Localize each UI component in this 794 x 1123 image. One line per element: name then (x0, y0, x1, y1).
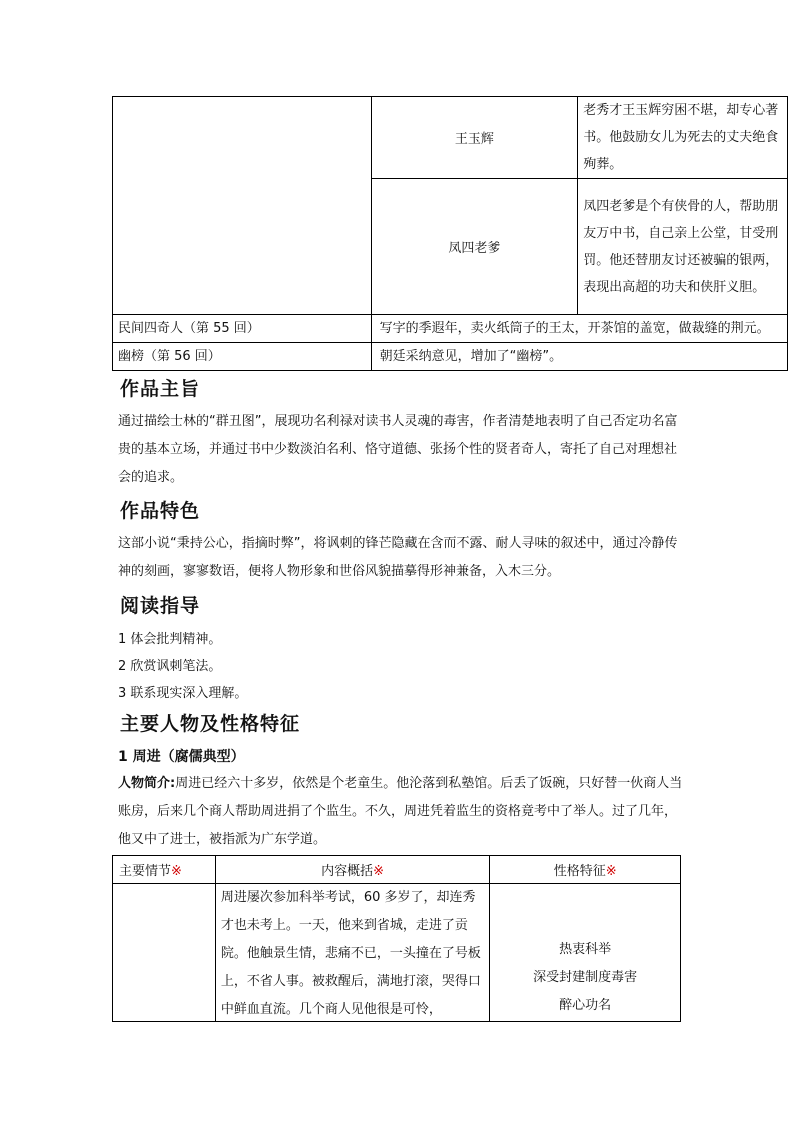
character-name: 王玉辉 (454, 132, 494, 147)
reference-mark: ※ (605, 864, 617, 879)
header-traits: 性格特征※ (490, 856, 681, 884)
reference-mark: ※ (373, 864, 385, 879)
category-desc: 朝廷采纳意见，增加了“幽榜”。 (379, 349, 563, 364)
content-cell (215, 884, 490, 1022)
character-desc-cell (578, 97, 788, 179)
features-heading: 作品特色 (120, 500, 201, 522)
category-desc-cell (371, 315, 787, 343)
top-table (112, 96, 788, 371)
empty-category-cell (113, 97, 372, 315)
category-desc: 写字的季遐年，卖火纸筒子的王太，开茶馆的盖宽，做裁缝的荆元。 (379, 321, 770, 336)
category-cell (113, 315, 372, 343)
header-plot: 主要情节※ (113, 856, 216, 884)
plot-table (112, 855, 681, 1022)
header-content: 内容概括※ (215, 856, 490, 884)
table-row (113, 343, 788, 371)
category-label: 民间四奇人（第 55 回） (118, 321, 260, 336)
character-name-cell (371, 179, 578, 315)
reading-item: 1 体会批判精神。 (118, 632, 222, 647)
theme-paragraph: 通过描绘士林的“群丑图”，展现功名利禄对读书人灵魂的毒害，作者清楚地表明了自己否定功名富贵的基本立场，并通过书中少数淡泊名利、恪守道德、张扬个性的贤者奇人，寄托了自己对理想社会的追求。 (118, 414, 678, 485)
plot-cell (113, 884, 216, 1022)
character-desc: 凤四老爹是个有侠骨的人，帮助朋友万中书，自己亲上公堂，甘受刑罚。他还替朋友讨还被骗的银两，表现出高超的功夫和侠肝义胆。 (583, 198, 779, 295)
reference-mark: ※ (171, 864, 182, 879)
content-summary: 周进屡次参加科举考试，60 多岁了，却连秀才也未考上。一天，他来到省城，走进了贡院。他触景生情，悲痛不已，一头撞在了号板上，不省人事。被救醒后，满地打滚，哭得口中鲜血直流。几个商人见他很是可怜， (220, 890, 481, 1017)
character-intro-label: 人物简介: (118, 776, 176, 791)
character-name: 凤四老爹 (448, 241, 501, 256)
trait-item: 深受封建制度毒害 (533, 970, 638, 985)
category-cell (113, 343, 372, 371)
table-header-row (113, 856, 681, 884)
character-name-cell (371, 97, 578, 179)
character-heading: 1 周进（腐儒典型） (118, 749, 245, 765)
character-intro (118, 770, 688, 854)
traits-cell (490, 884, 681, 1022)
table-row (113, 315, 788, 343)
table-row (113, 97, 788, 179)
category-desc-cell (371, 343, 787, 371)
character-desc: 老秀才王玉辉穷困不堪，却专心著书。他鼓励女儿为死去的丈夫绝食殉葬。 (583, 103, 779, 172)
table-row (113, 884, 681, 1022)
theme-heading: 作品主旨 (120, 378, 201, 400)
reading-heading: 阅读指导 (120, 595, 201, 617)
characters-heading: 主要人物及性格特征 (120, 713, 301, 735)
character-desc-cell (578, 179, 788, 315)
reading-item: 2 欣赏讽刺笔法。 (118, 659, 222, 674)
features-paragraph: 这部小说“秉持公心，指摘时弊”，将讽刺的锋芒隐藏在含而不露、耐人寻味的叙述中，通过冷静传神的刻画，寥寥数语，便将人物形象和世俗风貌描摹得形神兼备，入木三分。 (118, 536, 678, 579)
character-intro-text: 周进已经六十多岁，依然是个老童生。他沦落到私塾馆。后丢了饭碗，只好替一伙商人当账房，后来几个商人帮助周进捐了个监生。不久，周进凭着监生的资格竟考中了举人。过了几年，他又中了进士，被指派为广东学道。 (118, 776, 683, 847)
reading-item: 3 联系现实深入理解。 (118, 686, 248, 701)
trait-item: 热衷科举 (559, 942, 612, 957)
category-label: 幽榜（第 56 回） (118, 349, 221, 364)
trait-item: 醉心功名 (559, 998, 612, 1013)
